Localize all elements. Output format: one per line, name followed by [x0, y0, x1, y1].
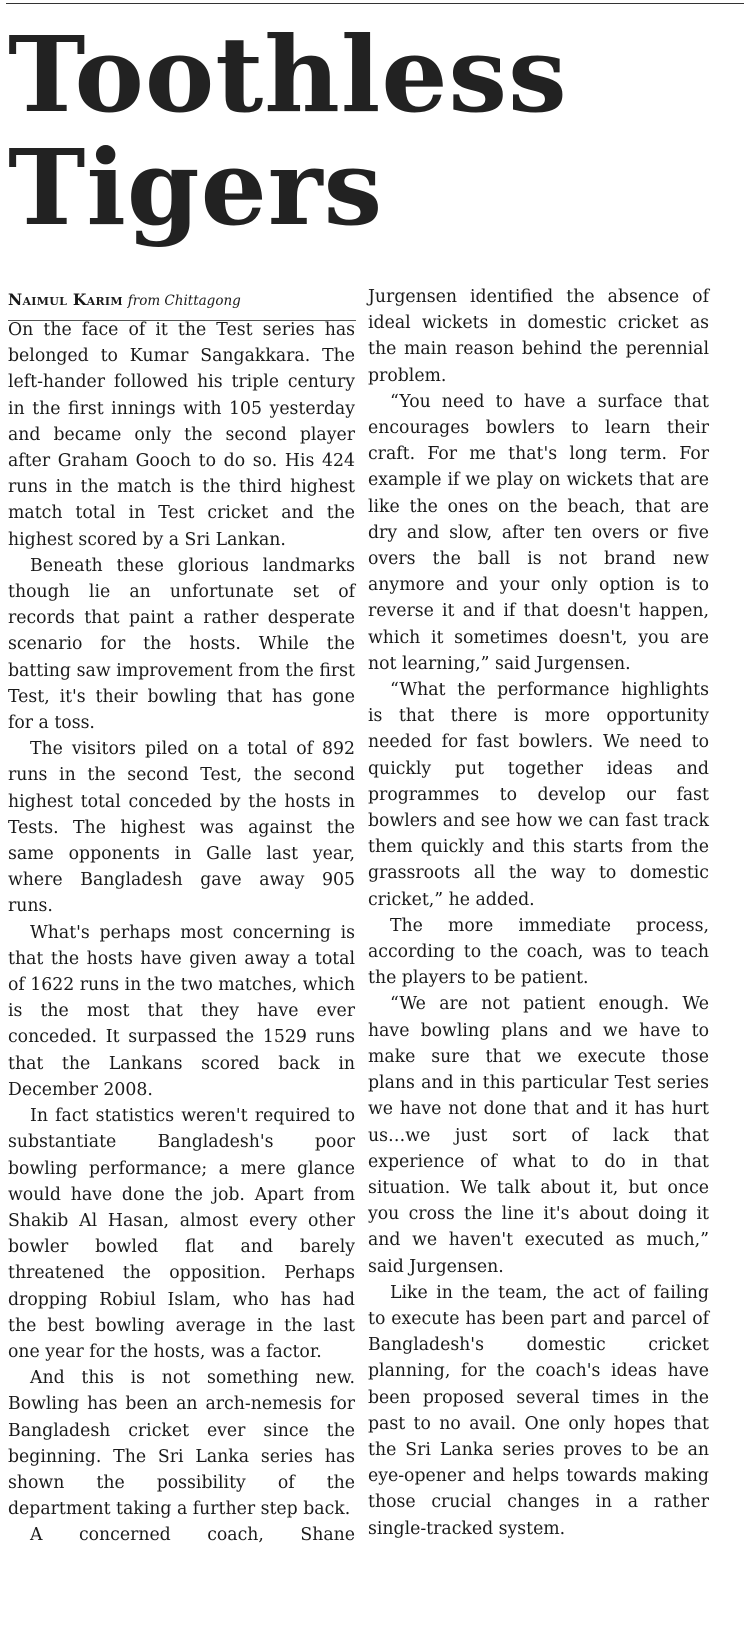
headline: Toothless Tigers [8, 13, 568, 249]
paragraph: Like in the team, the act of failing to execute has been part and parcel of Bangladesh's domestic cricket planning, for the coach's ideas have been proposed several times in the past to no avail. One only hopes that the Sri Lanka series proves to be an eye-opener and helps towards making those crucial changes in a rather single-tracked system. [368, 1282, 709, 1539]
paragraph: And this is not something new. Bowling has been an arch-nemesis for Bangladesh cricket ever since the beginning. The Sri Lanka series has shown the possibility of the department taking a further step back. [8, 1368, 355, 1520]
paragraph: “You need to have a surface that encourages bowlers to learn their craft. For me that's long term. For example if we play on wickets that are like the ones on the beach, that are dry and slow, after ten overs or five overs the ball is not brand new anymore and your only option is to reverse it and if that doesn't happen, which it sometimes doesn't, you are not learning,” said Jurgensen. [368, 391, 709, 674]
byline-location: from Chittagong [127, 293, 241, 309]
paragraph: A concerned coach, Shane [30, 1525, 355, 1546]
paragraph: “We are not patient enough. We have bowling plans and we have to make sure that we execute those plans and in this particular Test series we have not done that and it has hurt us…we just sort of lack that experience of what to do in that situation. We talk about it, but once you cross the line it's about doing it and we haven't executed as much,” said Jurgensen. [368, 994, 709, 1277]
paragraph: What's perhaps most concerning is that the hosts have given away a total of 1622 runs in the two matches, which is the most that they have ever conceded. It surpassed the 1529 runs that the Lankans scored back in December 2008. [8, 922, 356, 1100]
article-right-column [368, 284, 709, 1542]
paragraph: In fact statistics weren't required to substantiate Bangladesh's poor bowling performance; a mere glance would have done the job. Apart from Shakib Al Hasan, almost every other bowler bowled flat and barely threatened the opposition. Perhaps dropping Robiul Islam, who has had the best bowling average in the last one year for the hosts, was a factor. [8, 1106, 355, 1362]
paragraph: “What the performance highlights is that there is more opportunity needed for fast bowlers. We need to quickly put together ideas and programmes to develop our fast bowlers and see how we can fast track them quickly and this starts from the grassroots all the way to domestic cricket,” he added. [368, 680, 709, 910]
paragraph: The more immediate process, according to the coach, was to teach the players to be patient. [368, 915, 709, 989]
article-left-column [8, 317, 355, 1549]
byline-author: Naimul Karim [8, 290, 123, 309]
paragraph: Jurgensen identified the absence of ideal wickets in domestic cricket as the main reason behind the perennial problem. [368, 287, 709, 386]
paragraph: Beneath these glorious landmarks though lie an unfortunate set of records that paint a rather desperate scenario for the hosts. While the batting saw improvement from the first Test, it's their bowling that has gone for a toss. [8, 555, 355, 734]
paragraph: On the face of it the Test series has belonged to Kumar Sangakkara. The left-hander followed his triple century in the first innings with 105 yesterday and became only the second player after Graham Gooch to do so. His 424 runs in the match is the third highest match total in Test cricket and the highest scored by a Sri Lankan. [8, 320, 355, 550]
top-rule [6, 3, 744, 4]
paragraph: The visitors piled on a total of 892 runs in the second Test, the second highest total conceded by the hosts in Tests. The highest was against the same opponents in Galle last year, where Bangladesh gave away 905 runs. [8, 739, 355, 917]
